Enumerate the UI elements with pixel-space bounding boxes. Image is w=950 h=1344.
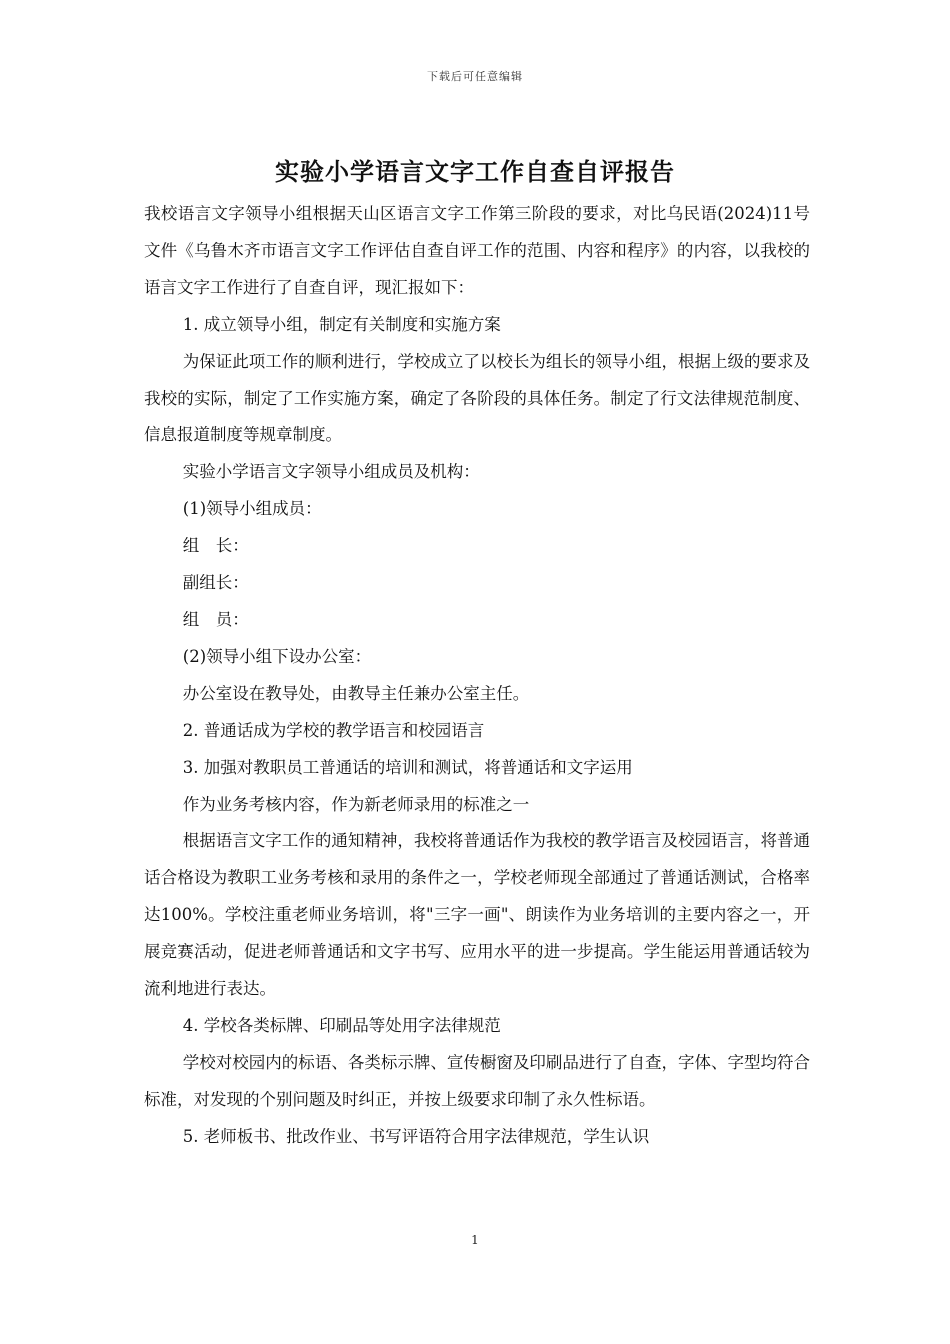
section-heading-1: 1. 成立领导小组，制定有关制度和实施方案 [182, 314, 501, 334]
body-paragraph: 学校对校园内的标语、各类标示牌、宣传橱窗及印刷品进行了自查，字体、字型均符合标准，对发现的个别问题及时纠正，并按上级要求印制了永久性标语。 [144, 1052, 810, 1109]
section-heading-3-continued: 作为业务考核内容，作为新老师录用的标准之一 [182, 794, 530, 814]
body-paragraph: 实验小学语言文字领导小组成员及机构： [182, 462, 480, 482]
list-item: 组 员： [182, 609, 249, 629]
page-number: 1 [471, 1233, 479, 1247]
list-item: 组 长： [182, 536, 249, 556]
body-paragraph: 根据语言文字工作的通知精神，我校将普通话作为我校的教学语言及校园语言，将普通话合格设为教职工业务考核和录用的条件之一，学校老师现全部通过了普通话测试，合格率达100%。学校注重老师业务培训，将"三字一画"、朗读作为业务培训的主要内容之一，开展竞赛活动，促进老师普通话和文字书写、应用水平的进一步提高。学生能运用普通话较为流利地进行表达。 [144, 831, 810, 999]
section-heading-5: 5. 老师板书、批改作业、书写评语符合用字法律规范，学生认识 [182, 1126, 650, 1146]
list-item: (2)领导小组下设办公室： [182, 646, 372, 666]
body-paragraph: 办公室设在教导处，由教导主任兼办公室主任。 [182, 683, 530, 703]
list-item: 副组长： [182, 573, 249, 593]
section-heading-4: 4. 学校各类标牌、印刷品等处用字法律规范 [182, 1015, 501, 1035]
list-item: (1)领导小组成员： [182, 499, 322, 519]
document-title: 实验小学语言文字工作自查自评报告 [275, 157, 675, 186]
section-heading-2: 2. 普通话成为学校的教学语言和校园语言 [182, 720, 485, 740]
intro-paragraph: 我校语言文字领导小组根据天山区语言文字工作第三阶段的要求，对比乌民语(2024)11号文件《乌鲁木齐市语言文字工作评估自查自评工作的范围、内容和程序》的内容，以我校的语言文字工作进行了自查自评，现汇报如下： [144, 204, 810, 297]
header-note: 下载后可任意编辑 [427, 70, 523, 83]
body-paragraph: 为保证此项工作的顺利进行，学校成立了以校长为组长的领导小组，根据上级的要求及我校的实际，制定了工作实施方案，确定了各阶段的具体任务。制定了行文法律规范制度、信息报道制度等规章制度。 [144, 351, 810, 445]
section-heading-3: 3. 加强对教职员工普通话的培训和测试，将普通话和文字运用 [182, 757, 633, 777]
document-body [144, 196, 810, 1156]
